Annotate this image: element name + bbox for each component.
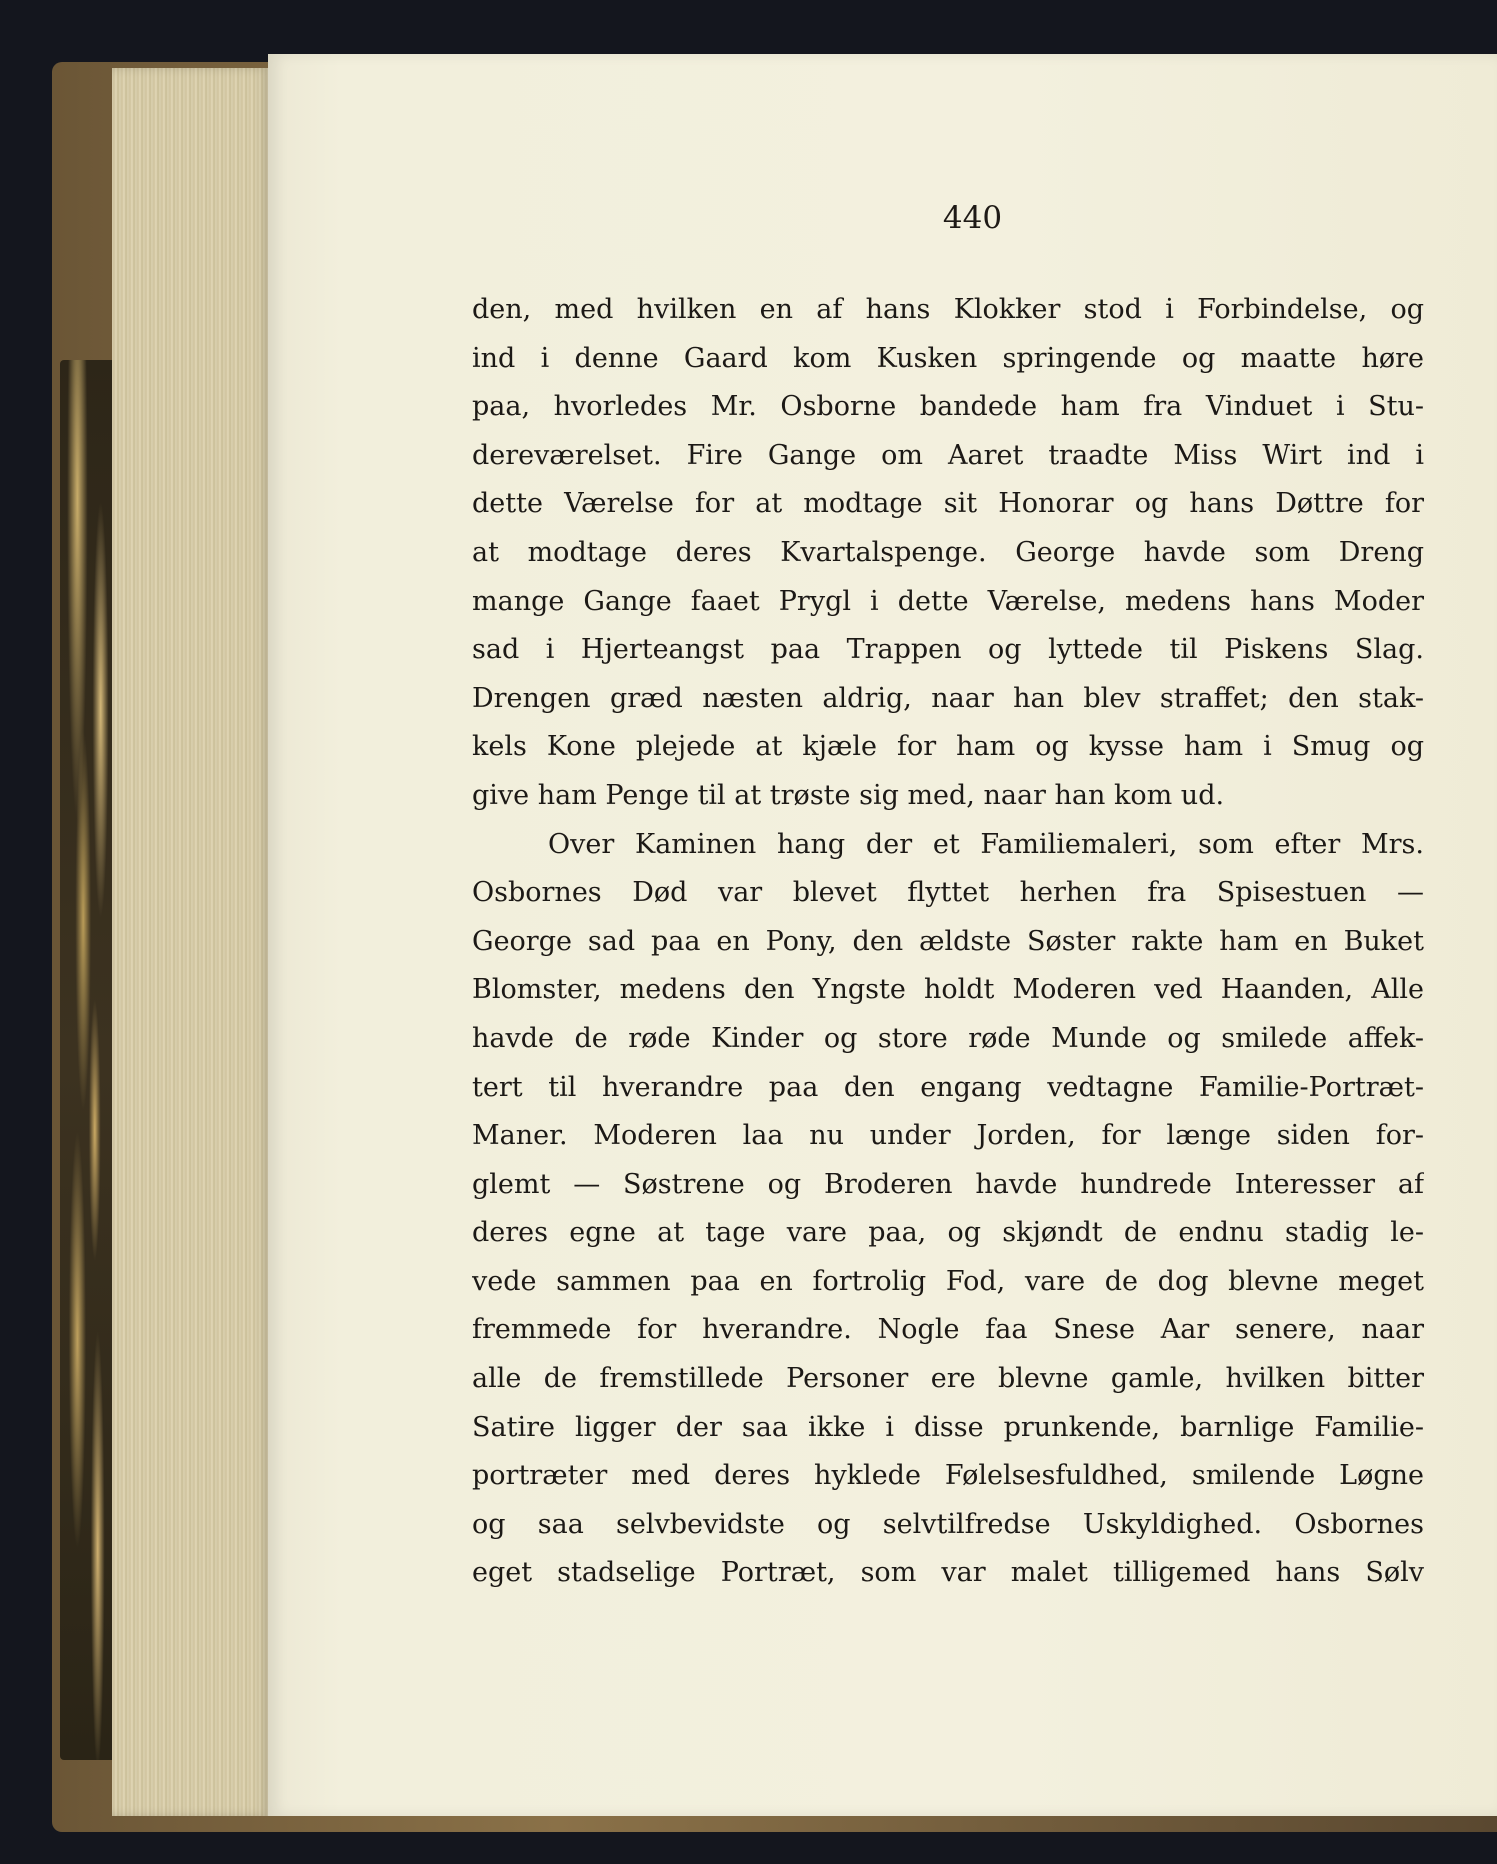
text-line: og saa selvbevidste og selvtilfredse Uskyldighed. Osbornes: [472, 1508, 1424, 1540]
text-line: alle de fremstillede Personer ere blevne gamle, hvilken bitter: [472, 1363, 1424, 1395]
text-line: glemt — Søstrene og Broderen havde hundrede Interesser af: [472, 1168, 1424, 1200]
text-line: dereværelset. Fire Gange om Aaret traadte Miss Wirt ind i: [472, 439, 1424, 471]
text-line: Over Kaminen hang der et Familiemaleri, som efter Mrs.: [548, 828, 1424, 860]
text-line: havde de røde Kinder og store røde Munde og smilede affek-: [472, 1022, 1424, 1054]
text-line: sad i Hjerteangst paa Trappen og lyttede til Piskens Slag.: [472, 634, 1424, 666]
text-line: vede sammen paa en fortrolig Fod, vare de dog blevne meget: [472, 1265, 1424, 1297]
text-line: fremmede for hverandre. Nogle faa Snese Aar senere, naar: [472, 1314, 1424, 1346]
text-line: Osbornes Død var blevet flyttet herhen fra Spisestuen —: [472, 877, 1424, 909]
text-line: paa, hvorledes Mr. Osborne bandede ham fra Vinduet i Stu-: [472, 391, 1424, 423]
text-line: Blomster, medens den Yngste holdt Moderen ved Haanden, Alle: [472, 974, 1424, 1006]
text-line: Drengen græd næsten aldrig, naar han blev straffet; den stak-: [472, 682, 1424, 714]
text-line: dette Værelse for at modtage sit Honorar og hans Døttre for: [472, 488, 1424, 520]
text-line: den, med hvilken en af hans Klokker stod i Forbindelse, og: [472, 294, 1424, 325]
text-line: George sad paa en Pony, den ældste Søster rakte ham en Buket: [472, 925, 1424, 957]
text-line: kels Kone plejede at kjæle for ham og kysse ham i Smug og: [472, 731, 1424, 763]
text-line: deres egne at tage vare paa, og skjøndt de endnu stadig le-: [472, 1217, 1424, 1249]
book-page: [268, 54, 1497, 1816]
page-edges: [112, 68, 270, 1816]
text-line: Satire ligger der saa ikke i disse prunkende, barnlige Familie-: [472, 1411, 1424, 1443]
text-line: give ham Penge til at trøste sig med, naar han kom ud.: [472, 779, 1225, 811]
text-line: Maner. Moderen laa nu under Jorden, for længe siden for-: [472, 1120, 1424, 1152]
marbled-edge: [60, 360, 118, 1760]
text-line: at modtage deres Kvartalspenge. George havde som Dreng: [472, 536, 1424, 568]
text-line: ind i denne Gaard kom Kusken springende og maatte høre: [472, 342, 1424, 374]
text-line: mange Gange faaet Prygl i dette Værelse, medens hans Moder: [472, 585, 1424, 617]
text-line: portræter med deres hyklede Følelsesfuldhed, smilende Løgne: [472, 1460, 1424, 1492]
text-line: eget stadselige Portræt, som var malet tilligemed hans Sølv: [472, 1557, 1424, 1589]
text-line: tert til hverandre paa den engang vedtagne Familie-Portræt-: [472, 1071, 1424, 1103]
page-number: 440: [942, 200, 1003, 236]
body-text: [472, 286, 1424, 1598]
